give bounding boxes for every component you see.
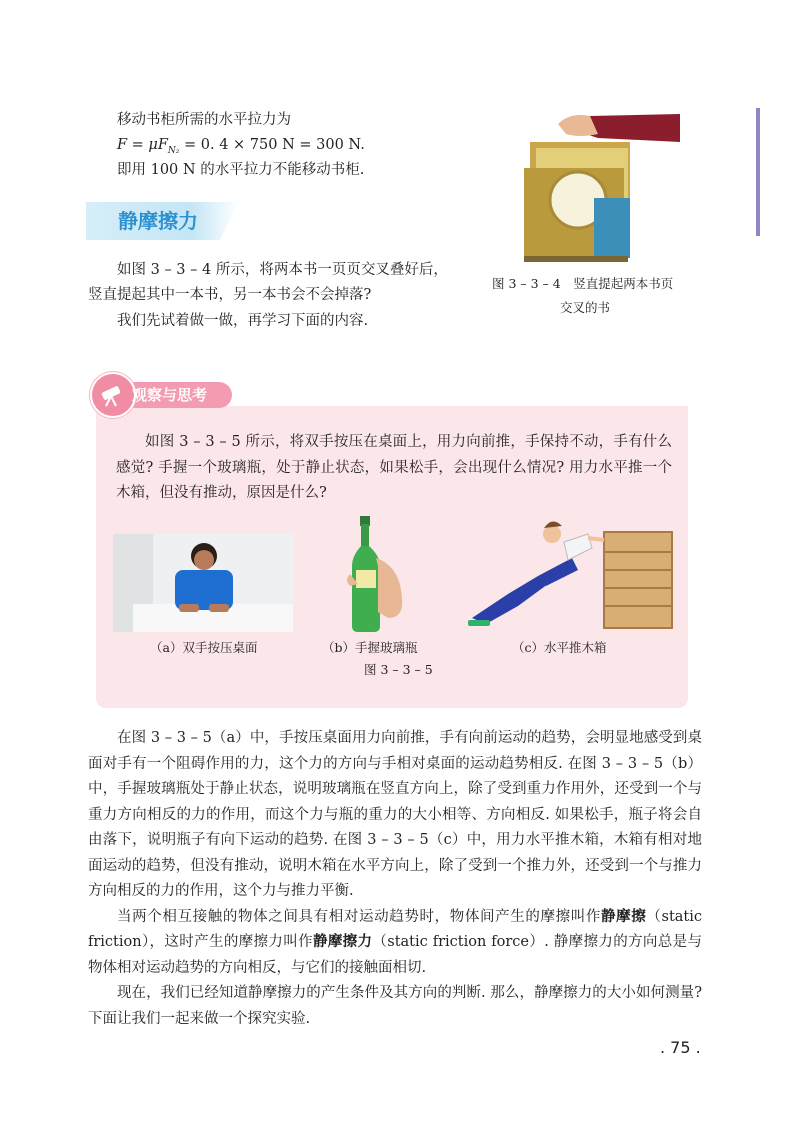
section-title: 静摩擦力 <box>118 209 198 233</box>
figure-caption-a: （a）双手按压桌面 <box>150 640 258 655</box>
text-line: 如图 3 – 3 – 4 所示，将两本书一页页交叉叠好后， <box>117 262 448 278</box>
text-line: 竖直提起其中一本书，另一本书会不会掉落? <box>88 287 372 303</box>
photo-hand-holding-bottle <box>330 514 410 634</box>
body-text <box>88 726 702 1032</box>
figure-caption-c: （c）水平推木箱 <box>512 640 607 655</box>
telescope-icon <box>90 372 136 418</box>
figure-label: 图 3 – 3 – 5 <box>364 662 433 677</box>
figure-caption-b: （b）手握玻璃瓶 <box>322 640 418 655</box>
box-text: 如图 3 – 3 – 5 所示，将双手按压在桌面上，用力向前推，手保持不动，手有什么感觉? 手握一个玻璃瓶，处于静止状态，如果松手，会出现什么情况? 用力水平推一个木箱，但没有推动，原因是什么? <box>116 434 672 501</box>
text-line: 移动书柜所需的水平拉力为 <box>117 112 291 128</box>
paragraph: 当两个相互接触的物体之间具有相对运动趋势时，物体间产生的摩擦叫作静摩擦（static friction），这时产生的摩擦力叫作静摩擦力（static friction force）. 静摩擦力的方向总是与物体相对运动趋势的方向相反，与它们的接触面相切. <box>88 908 702 976</box>
text-line: 即用 100 N 的水平拉力不能移动书柜. <box>117 162 365 178</box>
photo-hands-on-desk <box>113 534 293 632</box>
badge-label: 观察与思考 <box>132 386 208 404</box>
keyword: 静摩擦力 <box>312 934 373 950</box>
photo-pushing-wooden-box <box>468 514 676 634</box>
telescope-icon-svg <box>92 374 134 416</box>
paragraph: 在图 3 – 3 – 5（a）中，手按压桌面用力向前推，手有向前运动的趋势，会明显地感受到桌面对手有一个阻碍作用的力，这个力的方向与手相对桌面的运动趋势相反. 在图 3 – 3 – 5（b）中，手握玻璃瓶处于静止状态，说明玻璃瓶在竖直方向上，除了受到重力作用外，还受到一个与重力方向相反的力的作用，而这个力与瓶的重力的大小相等、方向相反. 如果松手，瓶子将会自由落下，说明瓶子有向下运动的趋势. 在图 3 – 3 – 5（c）中，用力水平推木箱，木箱有相对地面运动的趋势，但没有推动，说明木箱在水平方向上，除了受到一个推力外，还受到一个与推力方向相反的力的作用，这个力与推力平衡. <box>88 730 702 899</box>
page-number: . 75 . <box>660 1038 701 1057</box>
keyword: 静摩擦 <box>601 908 647 925</box>
chapter-edge-tab <box>756 108 760 236</box>
formula: $F = \mu F_{N_2} = 0$. 4 × 750 N = 300 N. <box>117 137 365 156</box>
figure-caption: 交叉的书 <box>560 300 611 315</box>
text-line: 我们先试着做一做，再学习下面的内容. <box>117 313 369 329</box>
figure-caption: 图 3 – 3 – 4 竖直提起两本书页 <box>492 276 674 291</box>
books-photo <box>520 108 680 268</box>
paragraph: 现在，我们已经知道静摩擦力的产生条件及其方向的判断. 那么，静摩擦力的大小如何测量? 下面让我们一起来做一个探究实验. <box>88 985 702 1027</box>
